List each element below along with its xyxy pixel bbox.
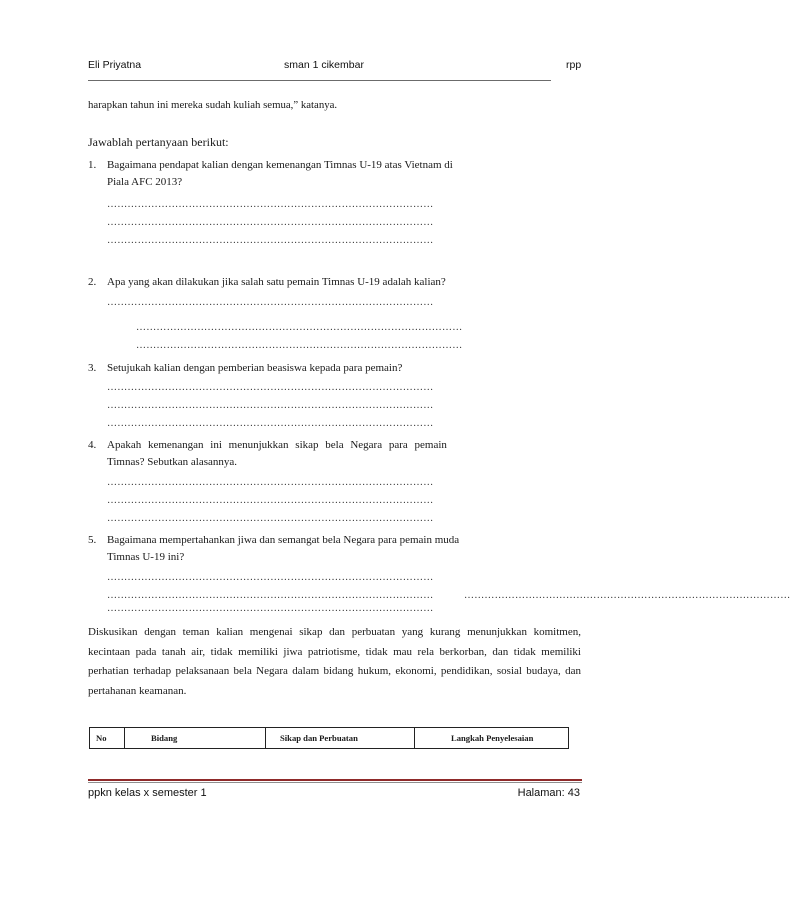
page-number: Halaman: 43 xyxy=(517,787,580,799)
question-number: 2. xyxy=(88,276,97,288)
answer-line[interactable]: …………………………………………………………………………………… xyxy=(107,235,434,246)
question-number: 3. xyxy=(88,362,97,374)
col-header-bidang: Bidang xyxy=(125,728,266,749)
question-number: 4. xyxy=(88,439,97,451)
footer-divider xyxy=(88,779,582,781)
question-3 xyxy=(88,360,558,377)
question-number: 1. xyxy=(88,159,97,171)
answer-line[interactable]: …………………………………………………………………………………… xyxy=(107,297,434,308)
answer-line[interactable]: …………………………………………………………………………………… xyxy=(107,400,434,411)
header-school: sman 1 cikembar xyxy=(284,59,364,71)
answer-line[interactable]: …………………………………………………………………………………… xyxy=(107,495,434,506)
answer-line[interactable]: …………………………………………………………………………………… xyxy=(136,340,463,351)
answer-line[interactable]: …………………………………………………………………………………… xyxy=(107,199,434,210)
question-text-line: Timnas? Sebutkan alasannya. xyxy=(107,456,238,468)
answer-line[interactable]: …………………………………………………………………………………… xyxy=(107,603,434,614)
section-heading: Jawablah pertanyaan berikut: xyxy=(88,135,229,149)
question-5 xyxy=(88,532,558,566)
page-header xyxy=(0,59,638,75)
question-text-line: Piala AFC 2013? xyxy=(107,176,183,188)
discussion-table xyxy=(89,727,569,749)
footer-divider xyxy=(88,782,582,783)
answer-line[interactable]: …………………………………………………………………………………… xyxy=(107,513,434,524)
question-text-line: Bagaimana mempertahankan jiwa dan semangat bela Negara para pemain muda xyxy=(107,534,460,546)
answer-line[interactable]: …………………………………………………………………………………… xyxy=(107,418,434,429)
question-text-line: Setujukah kalian dengan pemberian beasiswa kepada para pemain? xyxy=(107,362,403,374)
answer-line[interactable]: …………………………………………………………………………………… xyxy=(107,382,434,393)
table-header-row xyxy=(90,728,569,749)
question-2 xyxy=(88,274,558,291)
col-header-no: No xyxy=(90,728,125,749)
answer-line[interactable]: …………………………………………………………………………………… xyxy=(107,217,434,228)
answer-line[interactable]: …………………………………………………………………………………… xyxy=(107,590,434,601)
header-author: Eli Priyatna xyxy=(88,59,142,71)
footer-left: ppkn kelas x semester 1 xyxy=(88,787,207,799)
answer-line[interactable]: …………………………………………………………………………………… xyxy=(136,322,463,333)
question-text-line: Apakah kemenangan ini menunjukkan sikap bela Negara para pemain xyxy=(107,439,447,451)
header-doc-type: rpp xyxy=(566,59,582,71)
discussion-paragraph: Diskusikan dengan teman kalian mengenai sikap dan perbuatan yang kurang menunjukkan komitmen, kecintaan pada tanah air, tidak memiliki jiwa patriotisme, tidak mau rela berkorban, dan tidak memiliki perhatian terhadap pelaksanaan bela Negara dalam bidang hukum, ekonomi, pendidikan, sosial budaya, dan pertahanan keamanan. xyxy=(88,626,581,697)
answer-line[interactable]: …………………………………………………………………………………… xyxy=(464,590,790,601)
question-text-line: Timnas U-19 ini? xyxy=(107,551,185,563)
answer-line[interactable]: …………………………………………………………………………………… xyxy=(107,477,434,488)
question-number: 5. xyxy=(88,534,97,546)
question-4 xyxy=(88,437,558,471)
header-divider xyxy=(88,80,551,81)
question-text-line: Apa yang akan dilakukan jika salah satu pemain Timnas U-19 adalah kalian? xyxy=(107,276,446,288)
question-1 xyxy=(88,157,558,191)
intro-text: harapkan tahun ini mereka sudah kuliah semua,” katanya. xyxy=(88,99,338,111)
col-header-sikap: Sikap dan Perbuatan xyxy=(266,728,415,749)
question-text-line: Bagaimana pendapat kalian dengan kemenangan Timnas U-19 atas Vietnam di xyxy=(107,159,453,171)
answer-line[interactable]: …………………………………………………………………………………… xyxy=(107,572,434,583)
col-header-langkah: Langkah Penyelesaian xyxy=(415,728,569,749)
page-footer xyxy=(0,787,638,803)
